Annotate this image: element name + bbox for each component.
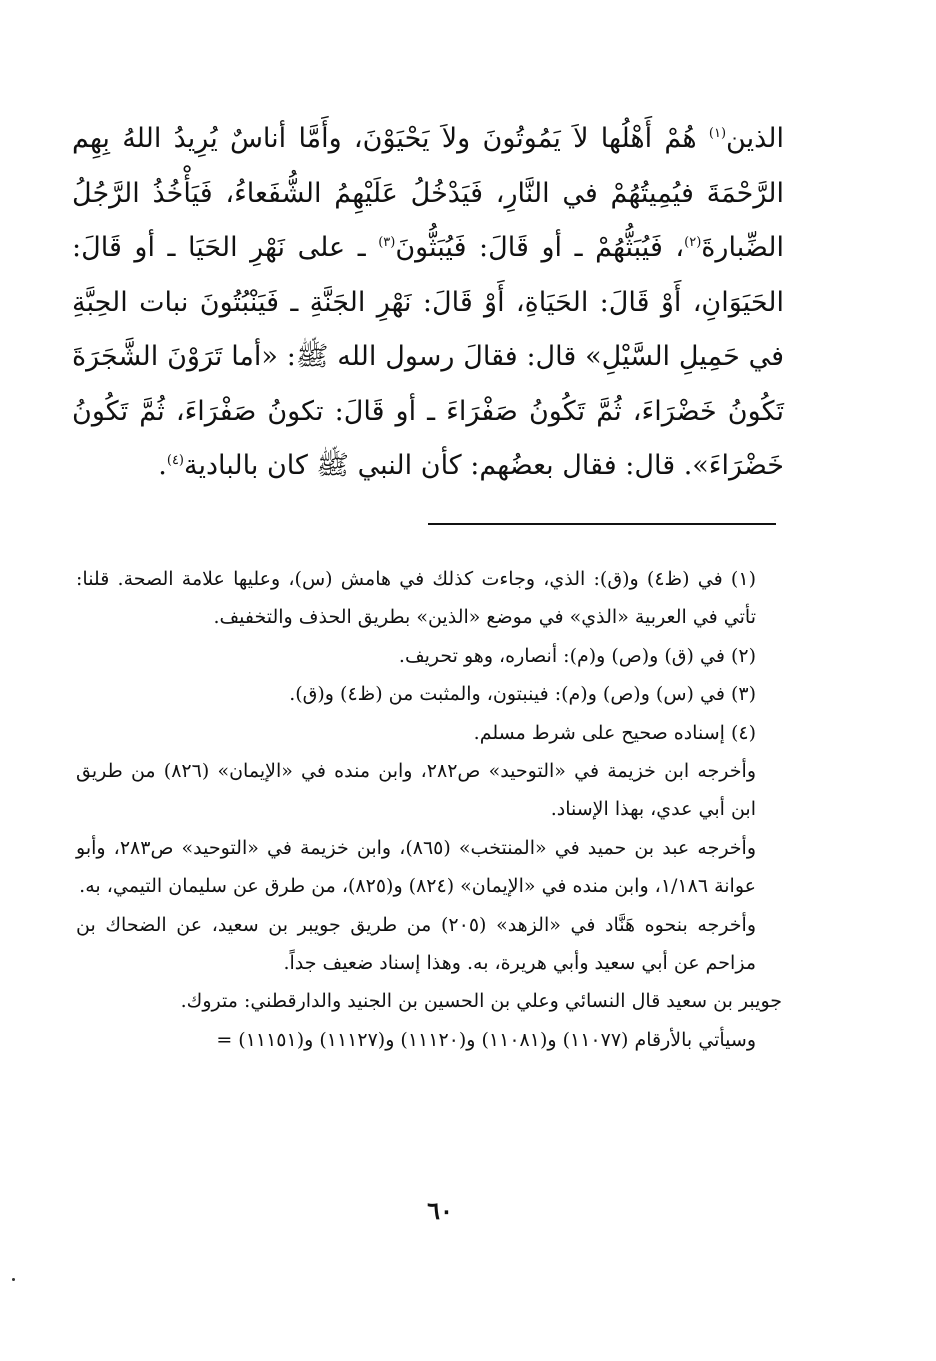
footnote-marker: (٢) bbox=[684, 235, 702, 250]
footnote-marker: (١) bbox=[708, 126, 727, 141]
footnote-paragraph: وأخرجه عبد بن حميد في «المنتخب» (٨٦٥)، وابن خزيمة في «التوحيد» ص٢٨٣، وأبو عوانة ١/١٨٦، وابن منده في «الإيمان» (٨٢٤) و(٨٢٥)، من طرق عن سليمان التيمي، به. bbox=[76, 836, 757, 898]
footnote-paragraph: وأخرجه بنحوه هَنَّاد في «الزهد» (٢٠٥) من طريق جويبر بن سعيد، عن الضحاك بن مزاحم عن أبي سعيد وأبي هريرة، به. وهذا إسناد ضعيف جداً. bbox=[76, 913, 756, 975]
main-text-segment: الذين bbox=[726, 123, 784, 154]
footnotes bbox=[76, 560, 782, 1059]
footnote-paragraph: وأخرجه ابن خزيمة في «التوحيد» ص٢٨٢، وابن منده في «الإيمان» (٨٢٦) من طريق ابن أبي عدي، بهذا الإسناد. bbox=[76, 760, 756, 821]
footnote-paragraph: وسيأتي بالأرقام (١١٠٧٧) و(١١٠٨١) و(١١١٢٠) و(١١١٢٧) و(١١١٥١) = bbox=[216, 1028, 756, 1051]
main-text-segment: . bbox=[158, 450, 167, 481]
main-text-segment: هُمْ أَهْلُها لاَ يَمُوتُونَ ولاَ يَحْيَوْنَ، وأَمَّا أناسٌ يُرِيدُ اللهُ بِهِم الرَّحْمَةَ فيُمِيتُهُمْ في النَّارِ، فَيَدْخُلُ عَلَيْهِمُ الشُّفَعاءُ، فَيَأْخُذُ الرَّجُلُ الضِّبارةَ bbox=[72, 123, 784, 263]
footnote-paragraph: (٢) في (ق) و(ص) و(م): أنصاره، وهو تحريف. bbox=[398, 644, 756, 667]
footnote-paragraph: (٣) في (س) و(ص) و(م): فينبتون، والمثبت من (ظ٤) و(ق). bbox=[289, 683, 756, 706]
main-paragraph bbox=[72, 112, 784, 494]
scan-speck bbox=[12, 1278, 15, 1281]
footnote-divider bbox=[428, 523, 776, 525]
footnote-marker: (٤) bbox=[166, 453, 184, 468]
footnote-paragraph: (١) في (ظ٤) و(ق): الذي، وجاءت كذلك في هامش (س)، وعليها علامة الصحة. قلنا: تأتي في العربية «الذي» في موضع «الذين» بطريق الحذف والتخفيف. bbox=[76, 568, 756, 629]
page-number: ٦٠ bbox=[427, 1196, 453, 1225]
footnote-marker: (٣) bbox=[378, 235, 396, 250]
footnote-paragraph: جويبر بن سعيد قال النسائي وعلي بن الحسين بن الجنيد والدارقطني: متروك. bbox=[180, 990, 782, 1013]
main-text-segment: ـ على نَهْرِ الحَيَا ـ أو قَالَ: الحَيَوَانِ، أَوْ قَالَ: الحَيَاةِ، أَوْ قَالَ: نَهْرِ الجَنَّةِ ـ فَيَنْبُتُونَ نبات الحِبَّةِ في حَمِيلِ السَّيْلِ» قال: فقالَ رسول الله ﷺ: «أما تَرَوْنَ الشَّجَرَةَ تَكُونُ خَضْرَاءَ، ثُمَّ تَكُونُ صَفْرَاءَ ـ أو قَالَ: تكونُ صَفْرَاءَ، ثُمَّ تَكُونُ خَضْرَاءَ». قال: فقال بعضُهم: كأن النبي ﷺ كان بالبادية bbox=[72, 232, 784, 481]
main-text bbox=[72, 112, 784, 494]
main-text-segment: ، فَيُبَثُّهُمْ ـ أو قَالَ: فَيُبَثُّونَ bbox=[395, 232, 685, 263]
footnote-paragraph: (٤) إسناده صحيح على شرط مسلم. bbox=[473, 721, 756, 744]
